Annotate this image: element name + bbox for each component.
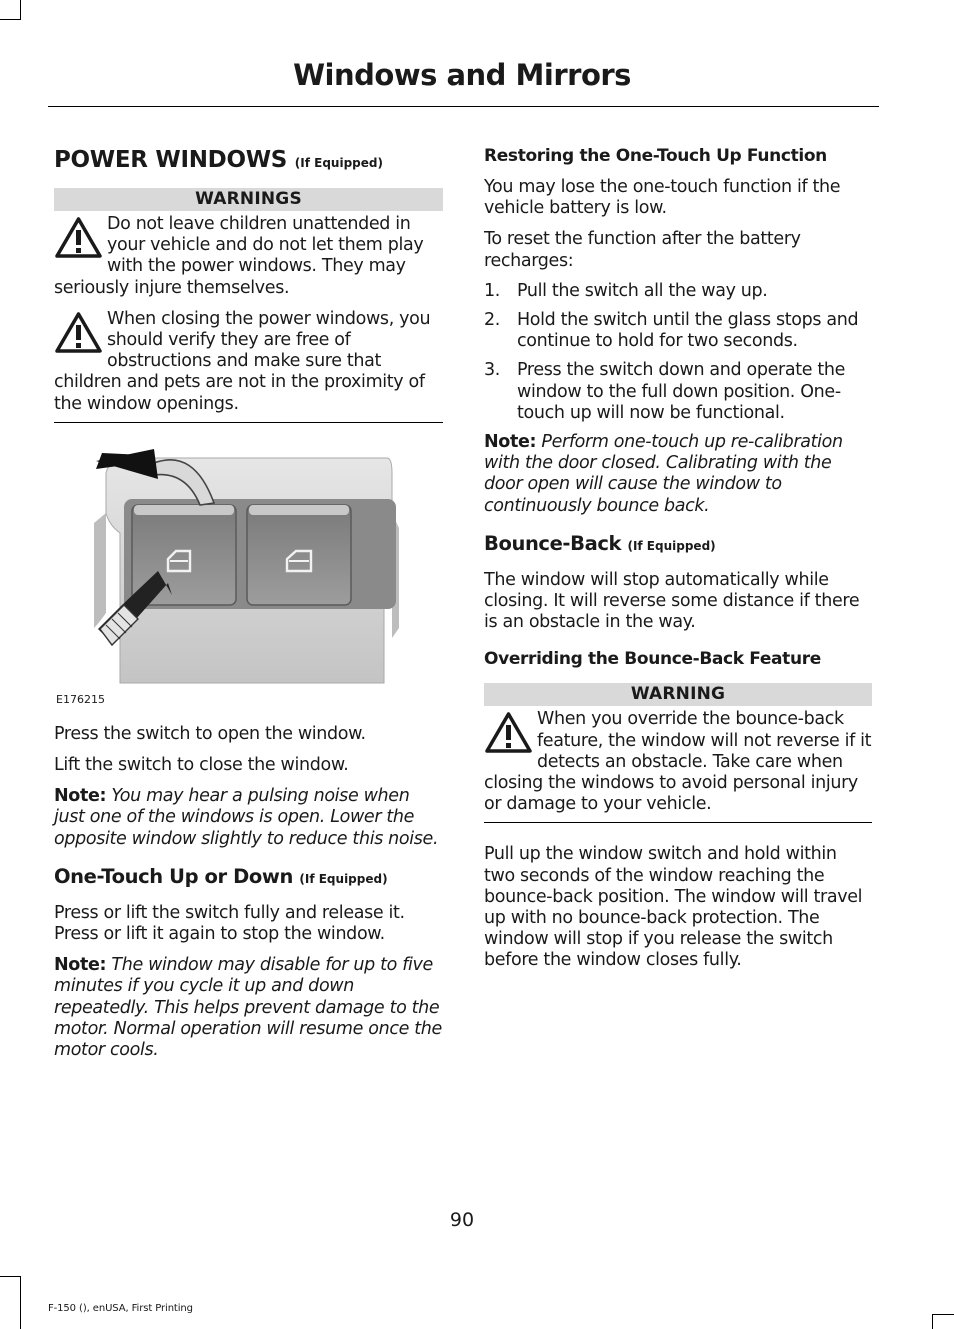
right-column	[484, 142, 872, 972]
step-text: Hold the switch until the glass stops and continue to hold for two seconds.	[517, 310, 859, 352]
bounce-back-text: The window will stop automatically while closing. It will reverse some distance if there is an obstacle in the way.	[484, 569, 860, 633]
restore-paragraph-2: To reset the function after the battery recharges:	[484, 229, 801, 271]
note-text: You may hear a pulsing noise when just one of the windows is open. Lower the opposite window slightly to reduce this noise.	[54, 786, 439, 849]
note-paragraph	[54, 955, 443, 1061]
left-column	[54, 142, 443, 1061]
section-heading-power-windows	[54, 147, 443, 173]
section-heading-restoring: Restoring the One-Touch Up Function	[484, 146, 827, 166]
note-label: Note:	[54, 955, 107, 976]
heading-text: POWER WINDOWS	[54, 147, 288, 173]
figure-code: E176215	[56, 692, 105, 706]
note-label: Note:	[54, 786, 107, 807]
warning-header: WARNING	[484, 683, 872, 706]
window-switch-illustration	[54, 433, 443, 705]
crop-mark	[20, 0, 21, 20]
heading-qualifier: (If Equipped)	[294, 156, 383, 170]
section-heading-one-touch	[54, 865, 443, 888]
press-text: Press the switch to open the window.	[54, 723, 366, 744]
crop-mark	[932, 1314, 954, 1315]
list-item	[484, 360, 872, 424]
crop-mark	[932, 1314, 933, 1329]
title-divider	[48, 106, 879, 107]
page-number: 90	[449, 1209, 475, 1231]
heading-qualifier: (If Equipped)	[299, 871, 388, 886]
note-label: Note:	[484, 432, 537, 453]
step-number: 1.	[484, 280, 500, 301]
override-text: Pull up the window switch and hold within two seconds of the window reaching the bounce-back position. The window will travel up with no bounce-back protection. The window will stop if you release the switch before the window closes fully.	[484, 844, 863, 971]
heading-text: One-Touch Up or Down	[54, 864, 293, 888]
heading-text: Bounce-Back	[484, 531, 622, 555]
warning-item	[484, 709, 872, 815]
crop-mark	[20, 1276, 21, 1329]
step-number: 3.	[484, 360, 500, 381]
step-text: Press the switch down and operate the window to the full down position. One-touch up will now be functional.	[517, 360, 846, 423]
note-text: Perform one-touch up re-calibration with the door closed. Calibrating with the door open will cause the window to continuously bounce back.	[484, 432, 843, 516]
warnings-end-rule	[54, 422, 443, 423]
restore-paragraph-1: You may lose the one-touch function if the vehicle battery is low.	[484, 177, 841, 219]
step-text: Pull the switch all the way up.	[517, 280, 768, 301]
crop-mark	[0, 1276, 20, 1277]
section-heading-overriding: Overriding the Bounce-Back Feature	[484, 649, 821, 670]
crop-mark	[0, 19, 20, 20]
step-number: 2.	[484, 310, 500, 331]
warning-text: When you override the bounce-back feature, the window will not reverse if it detects an obstacle. Take care when closing the windows to avoid personal injury or damage to your vehicle.	[484, 709, 872, 815]
list-item	[484, 310, 872, 352]
page-title: Windows and Mirrors	[293, 58, 631, 92]
note-paragraph	[484, 432, 872, 517]
window-switch-drawing	[54, 433, 443, 705]
list-item	[484, 281, 872, 302]
footer-print-info: F-150 (), enUSA, First Printing	[48, 1303, 193, 1314]
restore-steps-list	[484, 281, 872, 424]
warning-text: When closing the power windows, you should verify they are free of obstructions and make sure that children and pets are not in the proximity of the window openings.	[54, 308, 431, 414]
note-text: The window may disable for up to five minutes if you cycle it up and down repeatedly. This helps prevent damage to the motor. Normal operation will resume once the motor cools.	[54, 955, 442, 1061]
warning-triangle-icon	[54, 216, 103, 260]
warning-text: Do not leave children unattended in your vehicle and do not let them play with the power windows. They may seriously injure themselves.	[54, 214, 424, 298]
warning-item	[54, 309, 443, 415]
warning-end-rule	[484, 822, 872, 823]
lift-text: Lift the switch to close the window.	[54, 755, 349, 776]
heading-qualifier: (If Equipped)	[627, 538, 716, 553]
warning-item	[54, 214, 443, 299]
note-paragraph	[54, 786, 443, 850]
warnings-header: WARNINGS	[54, 188, 443, 211]
warning-triangle-icon	[484, 711, 533, 755]
warning-triangle-icon	[54, 311, 103, 355]
section-heading-bounce-back	[484, 532, 872, 555]
one-touch-text: Press or lift the switch fully and release it. Press or lift it again to stop the window.	[54, 902, 405, 945]
